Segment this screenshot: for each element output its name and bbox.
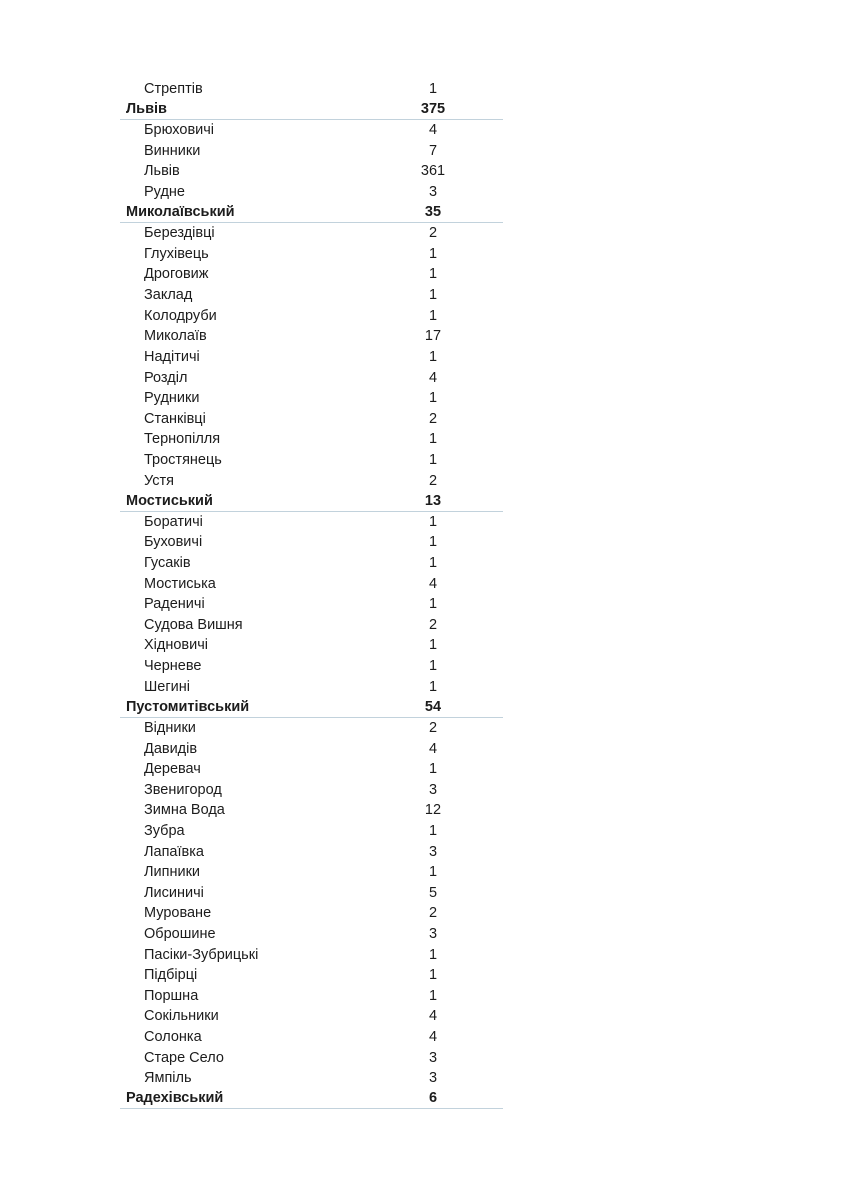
case-count: 3	[428, 781, 438, 798]
case-count: 1	[428, 637, 438, 654]
settlement-name: Деревач	[144, 761, 201, 778]
settlement-name: Рудне	[144, 184, 185, 201]
case-count: 2	[428, 225, 438, 242]
case-count: 1	[428, 266, 438, 283]
table-row	[120, 100, 503, 121]
table-row	[120, 965, 503, 986]
case-count: 1	[428, 967, 438, 984]
settlement-name: Глухівець	[144, 245, 209, 262]
case-count: 2	[428, 410, 438, 427]
settlement-name: Радехівський	[126, 1090, 224, 1107]
table-row	[120, 821, 503, 842]
table-row	[120, 141, 503, 162]
table-row	[120, 677, 503, 698]
case-count: 3	[428, 843, 438, 860]
settlement-name: Пасіки-Зубрицькі	[144, 946, 259, 963]
case-count: 7	[428, 142, 438, 159]
case-count: 1	[428, 822, 438, 839]
settlement-name: Лапаївка	[144, 843, 204, 860]
settlement-name: Рудники	[144, 390, 200, 407]
table-row	[120, 347, 503, 368]
table-row	[120, 512, 503, 533]
table-row	[120, 1027, 503, 1048]
settlement-name: Оброшине	[144, 925, 216, 942]
case-count: 375	[420, 101, 446, 118]
table-row	[120, 635, 503, 656]
settlement-name: Липники	[144, 864, 201, 881]
settlement-name: Тернопілля	[144, 431, 221, 448]
table-row	[120, 615, 503, 636]
settlement-name: Тростянець	[144, 451, 222, 468]
table-row	[120, 409, 503, 430]
settlement-name: Старе Село	[144, 1049, 224, 1066]
case-count: 4	[428, 1008, 438, 1025]
settlement-name: Звенигород	[144, 781, 222, 798]
case-count: 1	[428, 348, 438, 365]
case-count: 2	[428, 472, 438, 489]
case-count: 3	[428, 925, 438, 942]
settlement-name: Стрептів	[144, 81, 203, 97]
settlement-name: Колодруби	[144, 307, 217, 324]
settlement-name: Давидів	[144, 740, 198, 757]
settlement-name: Розділ	[144, 369, 188, 386]
case-count: 13	[424, 492, 442, 509]
settlement-name: Черневе	[144, 658, 202, 675]
table-row	[120, 656, 503, 677]
case-count: 12	[424, 802, 442, 819]
settlement-name: Буховичі	[144, 534, 203, 551]
settlements-table	[120, 79, 503, 1109]
case-count: 1	[428, 596, 438, 613]
case-count: 1	[428, 513, 438, 530]
table-row	[120, 718, 503, 739]
settlement-name: Сокільники	[144, 1008, 219, 1025]
table-row	[120, 780, 503, 801]
case-count: 361	[420, 163, 446, 180]
case-count: 1	[428, 987, 438, 1004]
table-row	[120, 1068, 503, 1089]
case-count: 5	[428, 884, 438, 901]
case-count: 1	[428, 431, 438, 448]
settlement-name: Солонка	[144, 1029, 202, 1046]
table-row	[120, 471, 503, 492]
table-row	[120, 182, 503, 203]
table-row	[120, 1048, 503, 1069]
table-row	[120, 285, 503, 306]
settlement-name: Берездівці	[144, 225, 215, 242]
case-count: 1	[428, 761, 438, 778]
table-row	[120, 842, 503, 863]
table-row	[120, 244, 503, 265]
case-count: 1	[428, 287, 438, 304]
table-row	[120, 264, 503, 285]
table-row	[120, 862, 503, 883]
case-count: 1	[428, 534, 438, 551]
case-count: 3	[428, 184, 438, 201]
case-count: 6	[428, 1090, 438, 1107]
case-count: 1	[428, 678, 438, 695]
table-row	[120, 491, 503, 512]
settlement-name: Брюховичі	[144, 122, 215, 139]
table-row	[120, 161, 503, 182]
case-count: 3	[428, 1049, 438, 1066]
table-row	[120, 388, 503, 409]
table-row	[120, 429, 503, 450]
settlement-name: Відники	[144, 719, 196, 736]
table-row	[120, 223, 503, 244]
settlement-name: Львів	[144, 163, 180, 180]
settlement-name: Хідновичі	[144, 637, 209, 654]
table-row	[120, 594, 503, 615]
case-count: 1	[428, 946, 438, 963]
table-row	[120, 697, 503, 718]
table-row	[120, 739, 503, 760]
table-row	[120, 574, 503, 595]
table-row	[120, 532, 503, 553]
case-count: 1	[428, 658, 438, 675]
table-row	[120, 1006, 503, 1027]
settlement-name: Миколаївський	[126, 204, 235, 221]
case-count: 17	[424, 328, 442, 345]
table-row	[120, 903, 503, 924]
case-count: 3	[428, 1070, 438, 1087]
settlement-name: Ямпіль	[144, 1070, 192, 1087]
table-row	[120, 368, 503, 389]
case-count: 1	[428, 864, 438, 881]
settlement-name: Миколаїв	[144, 328, 207, 345]
table-row	[120, 759, 503, 780]
settlement-name: Устя	[144, 472, 174, 489]
case-count: 4	[428, 369, 438, 386]
settlement-name: Зимна Вода	[144, 802, 225, 819]
table-row	[120, 1089, 503, 1110]
table-row	[120, 883, 503, 904]
settlement-name: Лисиничі	[144, 884, 204, 901]
settlement-name: Пустомитівський	[126, 698, 250, 715]
table-row	[120, 945, 503, 966]
table-row	[120, 203, 503, 224]
settlement-name: Боратичі	[144, 513, 203, 530]
table-row	[120, 450, 503, 471]
settlement-name: Підбірці	[144, 967, 198, 984]
case-count: 4	[428, 575, 438, 592]
table-row	[120, 924, 503, 945]
table-row	[120, 800, 503, 821]
settlement-name: Винники	[144, 142, 201, 159]
table-row	[120, 986, 503, 1007]
case-count: 4	[428, 740, 438, 757]
case-count: 1	[428, 451, 438, 468]
settlement-name: Зубра	[144, 822, 185, 839]
settlement-name: Муроване	[144, 905, 212, 922]
settlement-name: Судова Вишня	[144, 616, 243, 633]
settlement-name: Львів	[126, 101, 167, 118]
settlement-name: Надітичі	[144, 348, 200, 365]
case-count: 2	[428, 905, 438, 922]
case-count: 54	[424, 698, 442, 715]
case-count: 1	[428, 555, 438, 572]
case-count: 2	[428, 616, 438, 633]
case-count: 35	[424, 204, 442, 221]
table-row	[120, 306, 503, 327]
case-count: 1	[428, 307, 438, 324]
case-count: 1	[428, 390, 438, 407]
settlement-name: Гусаків	[144, 555, 191, 572]
case-count: 4	[428, 1029, 438, 1046]
table-row	[120, 326, 503, 347]
settlement-name: Заклад	[144, 287, 193, 304]
settlement-name: Мостиська	[144, 575, 216, 592]
settlement-name: Станківці	[144, 410, 206, 427]
case-count: 1	[428, 245, 438, 262]
settlement-name: Поршна	[144, 987, 199, 1004]
settlement-name: Раденичі	[144, 596, 205, 613]
table-row	[120, 120, 503, 141]
table-row	[120, 79, 503, 100]
case-count: 4	[428, 122, 438, 139]
case-count: 2	[428, 719, 438, 736]
case-count: 1	[428, 81, 438, 97]
settlement-name: Дроговиж	[144, 266, 209, 283]
table-row	[120, 553, 503, 574]
settlement-name: Мостиський	[126, 492, 213, 509]
settlement-name: Шегині	[144, 678, 190, 695]
